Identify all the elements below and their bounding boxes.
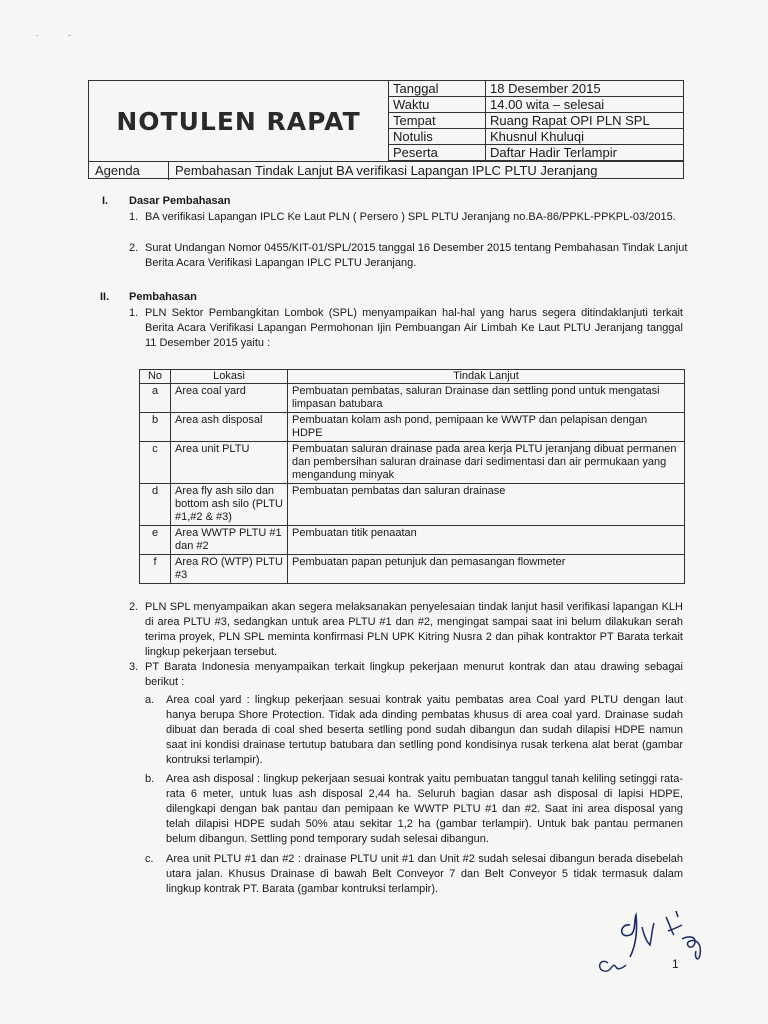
sublist-letter: c. — [145, 853, 154, 865]
sublist-text: Area unit PLTU #1 dan #2 : drainase PLTU unit #1 dan Unit #2 sudah selesai dibangun berada disebelah utara jalan. Khusus Drainase di bawah Belt Conveyor 7 dan Belt Conveyor 5 tidak termasuk dalam lingkup kontrak PT. Barata (gambar kontruksi terlampir). — [166, 853, 683, 895]
meta-value: Daftar Hadir Terlampir — [486, 145, 685, 161]
sublist-letter: b. — [145, 773, 155, 785]
table-header-row — [140, 370, 685, 384]
column-header: Lokasi — [171, 370, 288, 384]
meta-value: 14.00 wita – selesai — [486, 97, 685, 113]
agenda-row — [89, 161, 683, 180]
list-number: 2. — [129, 601, 139, 613]
meta-row — [389, 129, 685, 145]
table-row — [140, 413, 685, 442]
meta-key: Notulis — [389, 129, 486, 145]
list-item-text: Surat Undangan Nomor 0455/KIT-01/SPL/2015 tanggal 16 Desember 2015 tentang Pembahasan Tindak Lanjut Berita Acara Verifikasi Lapangan IPLC PLTU Jeranjang. — [145, 242, 688, 269]
page-number: 1 — [672, 957, 679, 971]
cell-tindak: Pembuatan pembatas dan saluran drainase — [288, 484, 685, 526]
column-header: No — [140, 370, 171, 384]
meta-key: Peserta — [389, 145, 486, 161]
cell-tindak: Pembuatan saluran drainase pada area kerja PLTU jeranjang dibuat permanen dan pembersihan saluran drainase dari sedimentasi dan air permukaan yang mengandung minyak — [288, 442, 685, 484]
cell-no: e — [140, 526, 171, 555]
cell-tindak: Pembuatan pembatas, saluran Drainase dan settling pond untuk mengatasi limpasan batubara — [288, 384, 685, 413]
cell-tindak: Pembuatan papan petunjuk dan pemasangan flowmeter — [288, 555, 685, 584]
meta-value: 18 Desember 2015 — [486, 81, 685, 97]
list-number: 2. — [129, 242, 139, 254]
scan-speck: - — [68, 30, 71, 40]
meta-key: Waktu — [389, 97, 486, 113]
cell-no: b — [140, 413, 171, 442]
agenda-value: Pembahasan Tindak Lanjut BA verifikasi Lapangan IPLC PLTU Jeranjang — [175, 163, 598, 178]
meta-value: Ruang Rapat OPI PLN SPL — [486, 113, 685, 129]
list-number: 1. — [129, 211, 139, 223]
sublist-text: Area ash disposal : lingkup pekerjaan sesuai kontrak yaitu pembuatan tanggul tanah keliling setinggi rata-rata 6 meter, untuk luas ash disposal 2,44 ha. Seluruh bagian dasar ash disposal di lapisi HDPE, dilengkapi dengan bak pantau dan pemipaan ke WWTP PLTU #1 dan #2. Saat ini area disposal yang telah dilapisi HDPE sudah 50% atau sekitar 1,2 ha (gambar terlampir). Untuk bak pantau permanen belum dibangun. Settling pond temporary sudah selesai dibangun. — [166, 773, 683, 845]
meta-row — [389, 113, 685, 129]
list-item-text: PT Barata Indonesia menyampaikan terkait lingkup pekerjaan menurut kontrak dan atau drawing sebagai berikut : — [145, 661, 683, 688]
cell-lokasi: Area fly ash silo dan bottom ash silo (PLTU #1,#2 & #3) — [171, 484, 288, 526]
cell-lokasi: Area coal yard — [171, 384, 288, 413]
list-number: 3. — [129, 661, 139, 673]
cell-tindak: Pembuatan titik penaatan — [288, 526, 685, 555]
cell-lokasi: Area WWTP PLTU #1 dan #2 — [171, 526, 288, 555]
header-block — [88, 80, 684, 179]
document-title: NOTULEN RAPAT — [116, 106, 361, 136]
meta-key: Tempat — [389, 113, 486, 129]
meta-table — [388, 81, 684, 161]
table-row — [140, 484, 685, 526]
cell-tindak: Pembuatan kolam ash pond, pemipaan ke WWTP dan pelapisan dengan HDPE — [288, 413, 685, 442]
agenda-label: Agenda — [89, 162, 169, 180]
table-row — [140, 526, 685, 555]
tindak-lanjut-table — [139, 369, 685, 584]
cell-no: d — [140, 484, 171, 526]
list-item-text: PLN Sektor Pembangkitan Lombok (SPL) menyampaikan hal-hal yang harus segera ditindaklanjuti terkait Berita Acara Verifikasi Lapangan Permohonan Ijin Pembuangan Air Limbah Ke Laut PLTU Jeranjang tanggal 11 Desember 2015 yaitu : — [145, 307, 683, 349]
table-row — [140, 555, 685, 584]
meta-row — [389, 97, 685, 113]
cell-no: f — [140, 555, 171, 584]
scan-speck: · — [36, 30, 39, 40]
title-cell — [89, 81, 389, 161]
section-numeral: I. — [102, 195, 109, 207]
meta-value: Khusnul Khuluqi — [486, 129, 685, 145]
cell-no: a — [140, 384, 171, 413]
section-numeral: II. — [100, 291, 110, 303]
list-item-text: BA verifikasi Lapangan IPLC Ke Laut PLN ( Persero ) SPL PLTU Jeranjang no.BA-86/PPKL-PPKPL-03/2015. — [145, 211, 676, 223]
cell-lokasi: Area RO (WTP) PLTU #3 — [171, 555, 288, 584]
column-header: Tindak Lanjut — [288, 370, 685, 384]
cell-lokasi: Area unit PLTU — [171, 442, 288, 484]
section-title: Dasar Pembahasan — [129, 195, 231, 207]
cell-no: c — [140, 442, 171, 484]
signature-initials — [590, 905, 720, 985]
meta-row — [389, 145, 685, 161]
cell-lokasi: Area ash disposal — [171, 413, 288, 442]
meta-row — [389, 81, 685, 97]
list-number: 1. — [129, 307, 139, 319]
sublist-letter: a. — [145, 694, 155, 706]
section-title: Pembahasan — [129, 291, 197, 303]
meta-key: Tanggal — [389, 81, 486, 97]
sublist-text: Area coal yard : lingkup pekerjaan sesuai kontrak yaitu pembatas area Coal yard PLTU dengan laut hanya berupa Shore Protection. Tidak ada dinding pembatas khusus di area coal yard. Drainase sudah dibuat dan berada di coal shed beserta setlling pond sudah dibangun dan sudah dilapisi HDPE namun saat ini kondisi drainase tertutup batubara dan setlling pond kondisinya rusak terkena alat berat (gambar kontruksi terlampir). — [166, 694, 683, 766]
table-row — [140, 442, 685, 484]
list-item-text: PLN SPL menyampaikan akan segera melaksanakan penyelesaian tindak lanjut hasil verifikasi lapangan KLH di area PLTU #3, sedangkan untuk area PLTU #1 dan #2, mengingat sampai saat ini belum dilakukan serah terima proyek, PLN SPL meminta konfirmasi PLN UPK Kitring Nusra 2 dan pihak kontraktor PT Barata terkait lingkup pekerjaan tersebut. — [145, 601, 683, 658]
table-row — [140, 384, 685, 413]
